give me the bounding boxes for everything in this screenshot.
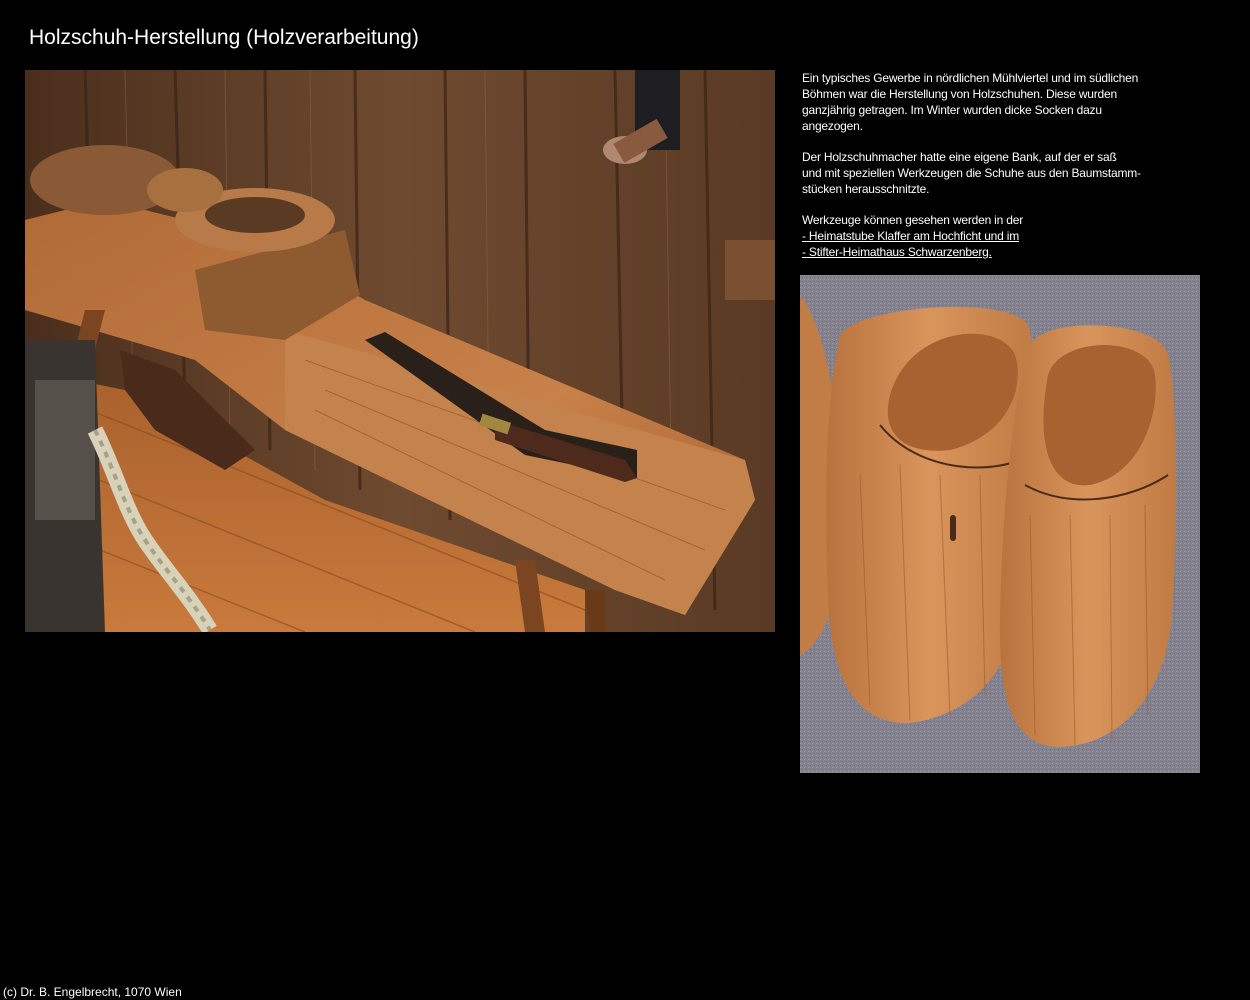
paragraph-2-line-1: Der Holzschuhmacher hatte eine eigene Bank, auf der er saß [802,150,1117,164]
paragraph-3-intro: Werkzeuge können gesehen werden in der [802,213,1023,227]
link-heimatstube-klaffer[interactable]: - Heimatstube Klaffer am Hochficht und im [802,229,1020,243]
description-paragraph-3 [802,212,1182,260]
link-stifter-heimathaus[interactable]: - Stifter-Heimathaus Schwarzenberg. [802,245,992,259]
copyright-footer: (c) Dr. B. Engelbrecht, 1070 Wien [3,985,182,999]
paragraph-1-line-2: Böhmen war die Herstellung von Holzschuhen. Diese wurden [802,87,1117,101]
bench-photo[interactable] [25,70,775,632]
page-title: Holzschuh-Herstellung (Holzverarbeitung) [29,26,419,49]
description-paragraph-1 [802,70,1182,134]
clogs-photo[interactable] [800,275,1200,773]
clog-maker-bench-image [25,70,775,632]
paragraph-1-line-4: angezogen. [802,119,863,133]
paragraph-2-line-3: stücken herausschnitzte. [802,182,930,196]
description-paragraph-2 [802,149,1182,197]
paragraph-2-line-2: und mit speziellen Werkzeugen die Schuhe aus den Baumstamm- [802,166,1141,180]
wooden-clogs-image [800,275,1200,773]
description-text [802,70,1182,275]
paragraph-1-line-3: ganzjährig getragen. Im Winter wurden dicke Socken dazu [802,103,1102,117]
paragraph-1-line-1: Ein typisches Gewerbe in nördlichen Mühlviertel und im südlichen [802,71,1139,85]
